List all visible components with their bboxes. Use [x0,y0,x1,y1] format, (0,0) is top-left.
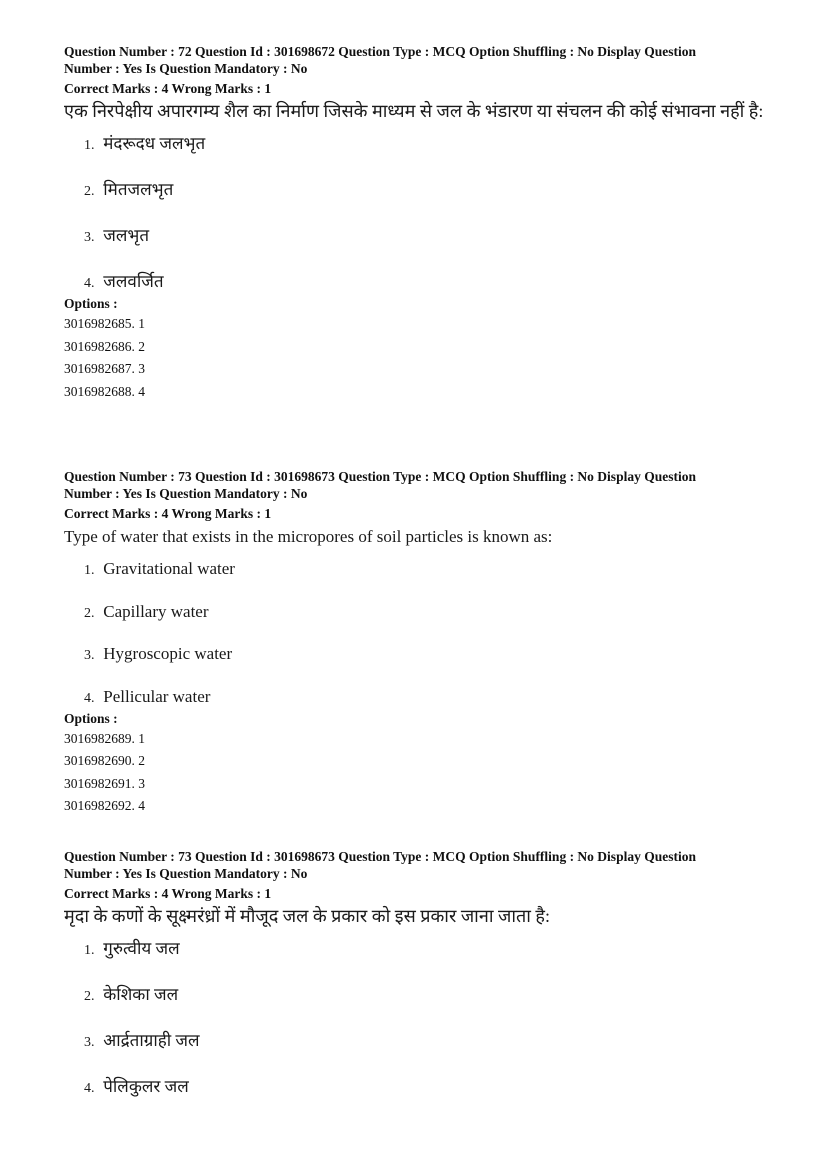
option-id-row: 3016982690. 2 [64,753,145,768]
question-meta-line-2: Number : Yes Is Question Mandatory : No [64,865,308,881]
choice-item [84,686,784,710]
question-text: Type of water that exists in the micropores of soil particles is known as: [64,527,553,546]
option-id-row: 3016982691. 3 [64,775,145,791]
choice-item [84,271,784,295]
question-block-72 [64,44,784,403]
question-marks: Correct Marks : 4 Wrong Marks : 1 [64,81,272,96]
option-id-row: 3016982689. 1 [64,730,145,746]
choice-text: Pellicular water [103,686,211,706]
choice-list [64,133,784,295]
option-id-row: 3016982692. 4 [64,798,145,813]
choice-item [84,938,784,984]
question-meta [64,849,784,882]
choice-number: 3. [84,230,95,245]
question-marks: Correct Marks : 4 Wrong Marks : 1 [64,886,272,901]
choice-item [84,558,784,601]
choice-list [64,938,784,1100]
question-block-73-hindi [64,849,784,1100]
question-meta-line-1: Question Number : 73 Question Id : 301698673 Question Type : MCQ Option Shuffling : No Display Question [64,849,696,864]
choice-item [84,133,784,179]
choice-item [84,225,784,271]
choice-item [84,984,784,1030]
choice-text: मितजलभृत [103,180,174,199]
choice-text: जलवर्जित [103,272,164,291]
choice-number: 3. [84,1035,95,1050]
question-meta [64,44,784,77]
choice-number: 2. [84,184,95,199]
choice-text: Gravitational water [103,559,235,578]
option-id-row: 3016982688. 4 [64,383,145,399]
question-meta [64,469,784,502]
question-text: एक निरपेक्षीय अपारगम्य शैल का निर्माण जिसके माध्यम से जल के भंडारण या संचलन की कोई संभावना नहीं है: [64,101,764,121]
question-marks: Correct Marks : 4 Wrong Marks : 1 [64,506,272,521]
choice-text: जलभृत [103,226,150,245]
option-id-row: 3016982685. 1 [64,316,145,331]
option-id-row: 3016982686. 2 [64,338,145,354]
question-text: मृदा के कणों के सूक्ष्मरंध्रों में मौजूद जल के प्रकार को इस प्रकार जाना जाता है: [64,906,550,926]
choice-list [64,558,784,710]
choice-text: गुरुत्वीय जल [103,939,180,958]
choice-item [84,179,784,225]
choice-item [84,643,784,686]
choice-number: 2. [84,605,95,621]
choice-number: 1. [84,943,95,958]
choice-text: मंदरूदध जलभृत [103,134,206,153]
choice-text: Hygroscopic water [103,644,233,663]
options-label: Options : [64,710,118,726]
choice-item [84,601,784,644]
options-label: Options : [64,296,118,311]
question-meta-line-2: Number : Yes Is Question Mandatory : No [64,60,308,76]
choice-text: आर्द्रताग्राही जल [103,1031,200,1050]
choice-item [84,1030,784,1076]
choice-text: पेलिकुलर जल [103,1077,189,1096]
choice-number: 4. [84,690,95,706]
choice-item [84,1076,784,1100]
choice-number: 1. [84,563,95,578]
question-meta-line-2: Number : Yes Is Question Mandatory : No [64,485,308,501]
question-meta-line-1: Question Number : 73 Question Id : 301698673 Question Type : MCQ Option Shuffling : No Display Question [64,469,696,484]
question-block-73-english [64,469,784,818]
choice-number: 4. [84,1081,95,1096]
choice-number: 2. [84,989,95,1004]
option-id-row: 3016982687. 3 [64,361,145,376]
choice-number: 4. [84,276,95,291]
choice-number: 3. [84,648,95,663]
choice-text: केशिका जल [103,985,179,1004]
question-meta-line-1: Question Number : 72 Question Id : 301698672 Question Type : MCQ Option Shuffling : No Display Question [64,44,696,59]
choice-number: 1. [84,138,95,153]
choice-text: Capillary water [103,601,209,621]
